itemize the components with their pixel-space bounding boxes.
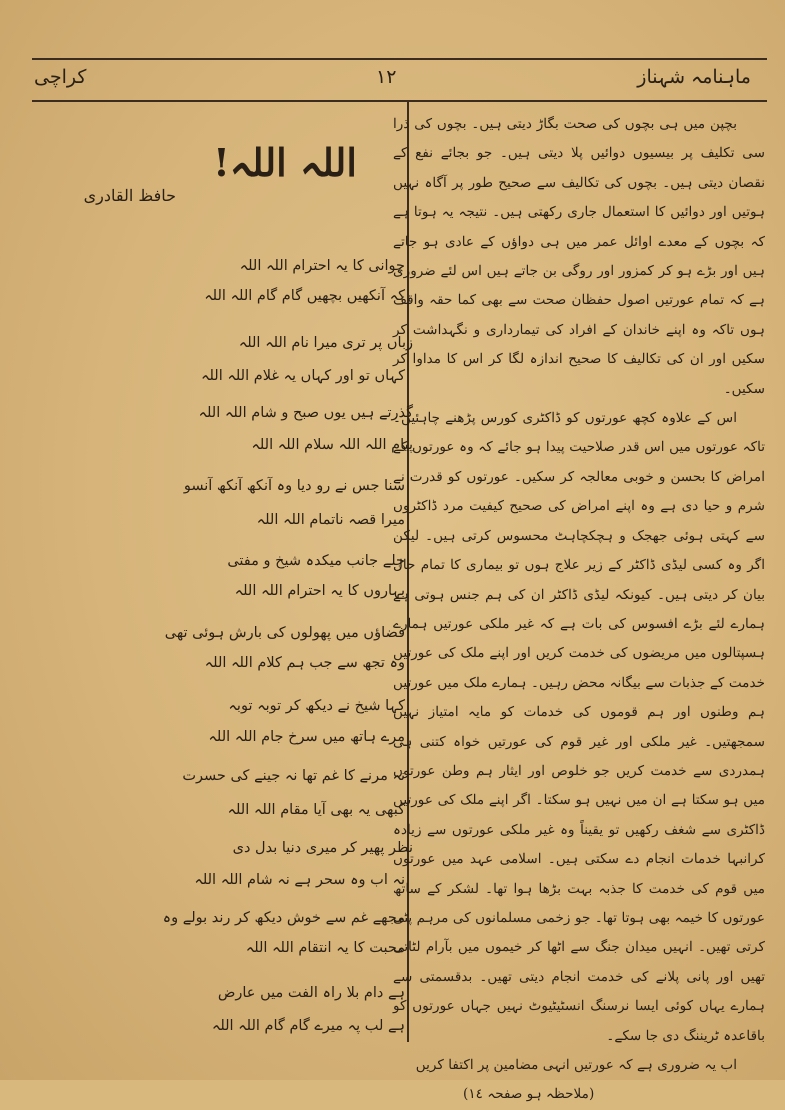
- poem-line: بہاروں کا یہ احترام اللہ اللہ: [234, 583, 405, 599]
- city-name: کراچی: [34, 66, 87, 88]
- poem-line: میرا قصہ ناتمام اللہ اللہ: [256, 512, 405, 528]
- poem-line: زباں پر تری میرا نام اللہ اللہ: [238, 335, 413, 351]
- poem-line: ہے لب پہ میرے گام گام اللہ اللہ: [211, 1018, 405, 1034]
- poem-line: نہ مرنے کا غم تھا نہ جینے کی حسرت: [182, 768, 405, 784]
- poem-line: نظر پھیر کر میری دنیا بدل دی: [232, 840, 413, 856]
- poem-line: کہ آنکھیں بچھیں گام گام اللہ اللہ: [204, 288, 405, 304]
- article-paragraph: بچپن میں ہی بچوں کی صحت بگاڑ دیتی ہیں۔ بچوں کی ذرا سی تکلیف پر بیسیوں دوائیں پلا دیتی ہیں۔ جو بجائے نفع کے نقصان دیتی ہیں۔ بچوں کی تکالیف سے صحیح طور پر آگاہ نہیں ہوتیں اور دوائیں کا استعمال جاری رکھتی ہیں۔ نتیجہ یہ ہوتا ہے کہ بچوں کے معدے اوائل عمر میں ہی دواؤں کے عادی ہو جاتے ہیں اور بڑے ہو کر کمزور اور روگی بن جاتے ہیں اس لئے ضروری ہے کہ تمام عورتیں اصول حفظان صحت سے بھی کما حقہ واقف ہوں تاکہ وہ اپنے خاندان کے افراد کی تیمارداری و نگہداشت کر سکیں اور ان کی تکالیف کا صحیح اندازہ لگا کر اس کا مداوا کر سکیں۔: [393, 116, 765, 397]
- poem-line: کہا شیخ نے دیکھ کر توبہ توبہ: [228, 698, 405, 714]
- poem-line: ہے دام بلا راہ الفت میں عارض: [217, 985, 405, 1001]
- poem-line: محبت کا یہ انتقام اللہ اللہ: [245, 940, 405, 956]
- poet-name: حافظ القادری: [83, 186, 176, 205]
- poem-line: وہ تجھ سے جب ہم کلام اللہ اللہ: [204, 655, 405, 671]
- page-number: ١٢: [376, 66, 397, 88]
- magazine-name: ماہنامہ شہناز: [637, 66, 751, 88]
- article-column: [393, 110, 765, 1110]
- article-paragraph: اب یہ ضروری ہے کہ عورتیں انہی مضامین پر اکتفا کریں: [415, 1057, 737, 1073]
- poem-line: فضاؤں میں پھولوں کی بارش ہوئی تھی: [164, 625, 405, 641]
- poem-line: جوانی کا یہ احترام اللہ اللہ: [239, 258, 405, 274]
- poem-line: پیام اللہ اللہ سلام اللہ اللہ: [251, 437, 413, 453]
- poem-title: اللہ اللہ!: [213, 140, 357, 185]
- continuation-note: (ملاحظہ ہو صفحہ ١٤): [463, 1086, 595, 1103]
- poem-line: مجھے غم سے خوش دیکھ کر رند بولے وہ: [162, 910, 405, 926]
- poem-line: گذرتے ہیں یوں صبح و شام اللہ اللہ: [198, 405, 413, 421]
- poem-line: کہاں تو اور کہاں یہ غلام اللہ اللہ: [201, 368, 405, 384]
- poem-line: مرے ہاتھ میں سرخ جام اللہ اللہ: [208, 729, 405, 745]
- poem-line: نہ اب وہ سحر ہے نہ شام اللہ اللہ: [194, 872, 405, 888]
- header-rule: [32, 100, 767, 102]
- top-rule: [32, 58, 767, 60]
- poem-line: چلے جانب میکدہ شیخ و مفتی: [227, 553, 405, 569]
- article-paragraph: اس کے علاوہ کچھ عورتوں کو ڈاکٹری کورس پڑھنے چاہئیں۔ تاکہ عورتوں میں اس قدر صلاحیت پیدا ہو جائے کہ وہ عورتوں کے امراض کا بحسن و خوبی معالجہ کر سکیں۔ عورتوں کو قدرت نے شرم و حیا دی ہے وہ اپنے امراض کی صحیح کیفیت مرد ڈاکٹروں سے کہتی ہوئی جھجک و ہچکچاہٹ محسوس کرتی ہیں۔ لیکن اگر وہ کسی لیڈی ڈاکٹر کے زیر علاج ہوں تو بیماری کا تمام حال بیان کر دیتی ہیں۔ کیونکہ لیڈی ڈاکٹر ان کی ہم جنس ہوتی ہے ہمارے لئے بڑے افسوس کی بات ہے کہ غیر ملکی عورتیں ہمارے ہسپتالوں میں مریضوں کی خدمت کریں اور اپنے ملک کی عورتیں خدمت کے جذبات سے بیگانہ محض رہیں۔ ہمارے ملک میں عورتیں ہم وطنوں اور ہم قوموں کی خدمات کو مایہ امتیاز نہیں سمجھتیں۔ غیر ملکی اور غیر قوم کی عورتیں خواہ کتنی ہی ہمدردی سے خدمت کریں جو خلوص اور ایثار ہم وطن عورتوں میں ہو سکتا ہے ان میں نہیں ہو سکتا۔ اگر اپنے ملک کی عورتیں ڈاکٹری سے شغف رکھیں تو یقیناً وہ غیر ملکی عورتوں سے زیادہ کرانبہا خدمات انجام دے سکتی ہیں۔ اسلامی عہد میں عورتوں میں قوم کی خدمت کا جذبہ بہت بڑھا ہوا تھا۔ لشکر کے ساتھ عورتوں کا خیمہ بھی ہوتا تھا۔ جو زخمی مسلمانوں کی مرہم پٹی کرتی تھیں۔ انہیں میدان جنگ سے اٹھا کر خیموں میں بآرام لٹاتی تھیں اور پانی پلانے کی خدمت انجام دیتی تھیں۔ بدقسمتی سے ہمارے یہاں کوئی ایسا نرسنگ انسٹیٹیوٹ نہیں جہاں عورتوں کو باقاعدہ ٹریننگ دی جا سکے۔: [393, 410, 765, 1044]
- poem-line: سنا جس نے رو دیا وہ آنکھ آنکھ آنسو: [183, 478, 405, 494]
- poem-line: کبھی یہ بھی آیا مقام اللہ اللہ: [227, 802, 405, 818]
